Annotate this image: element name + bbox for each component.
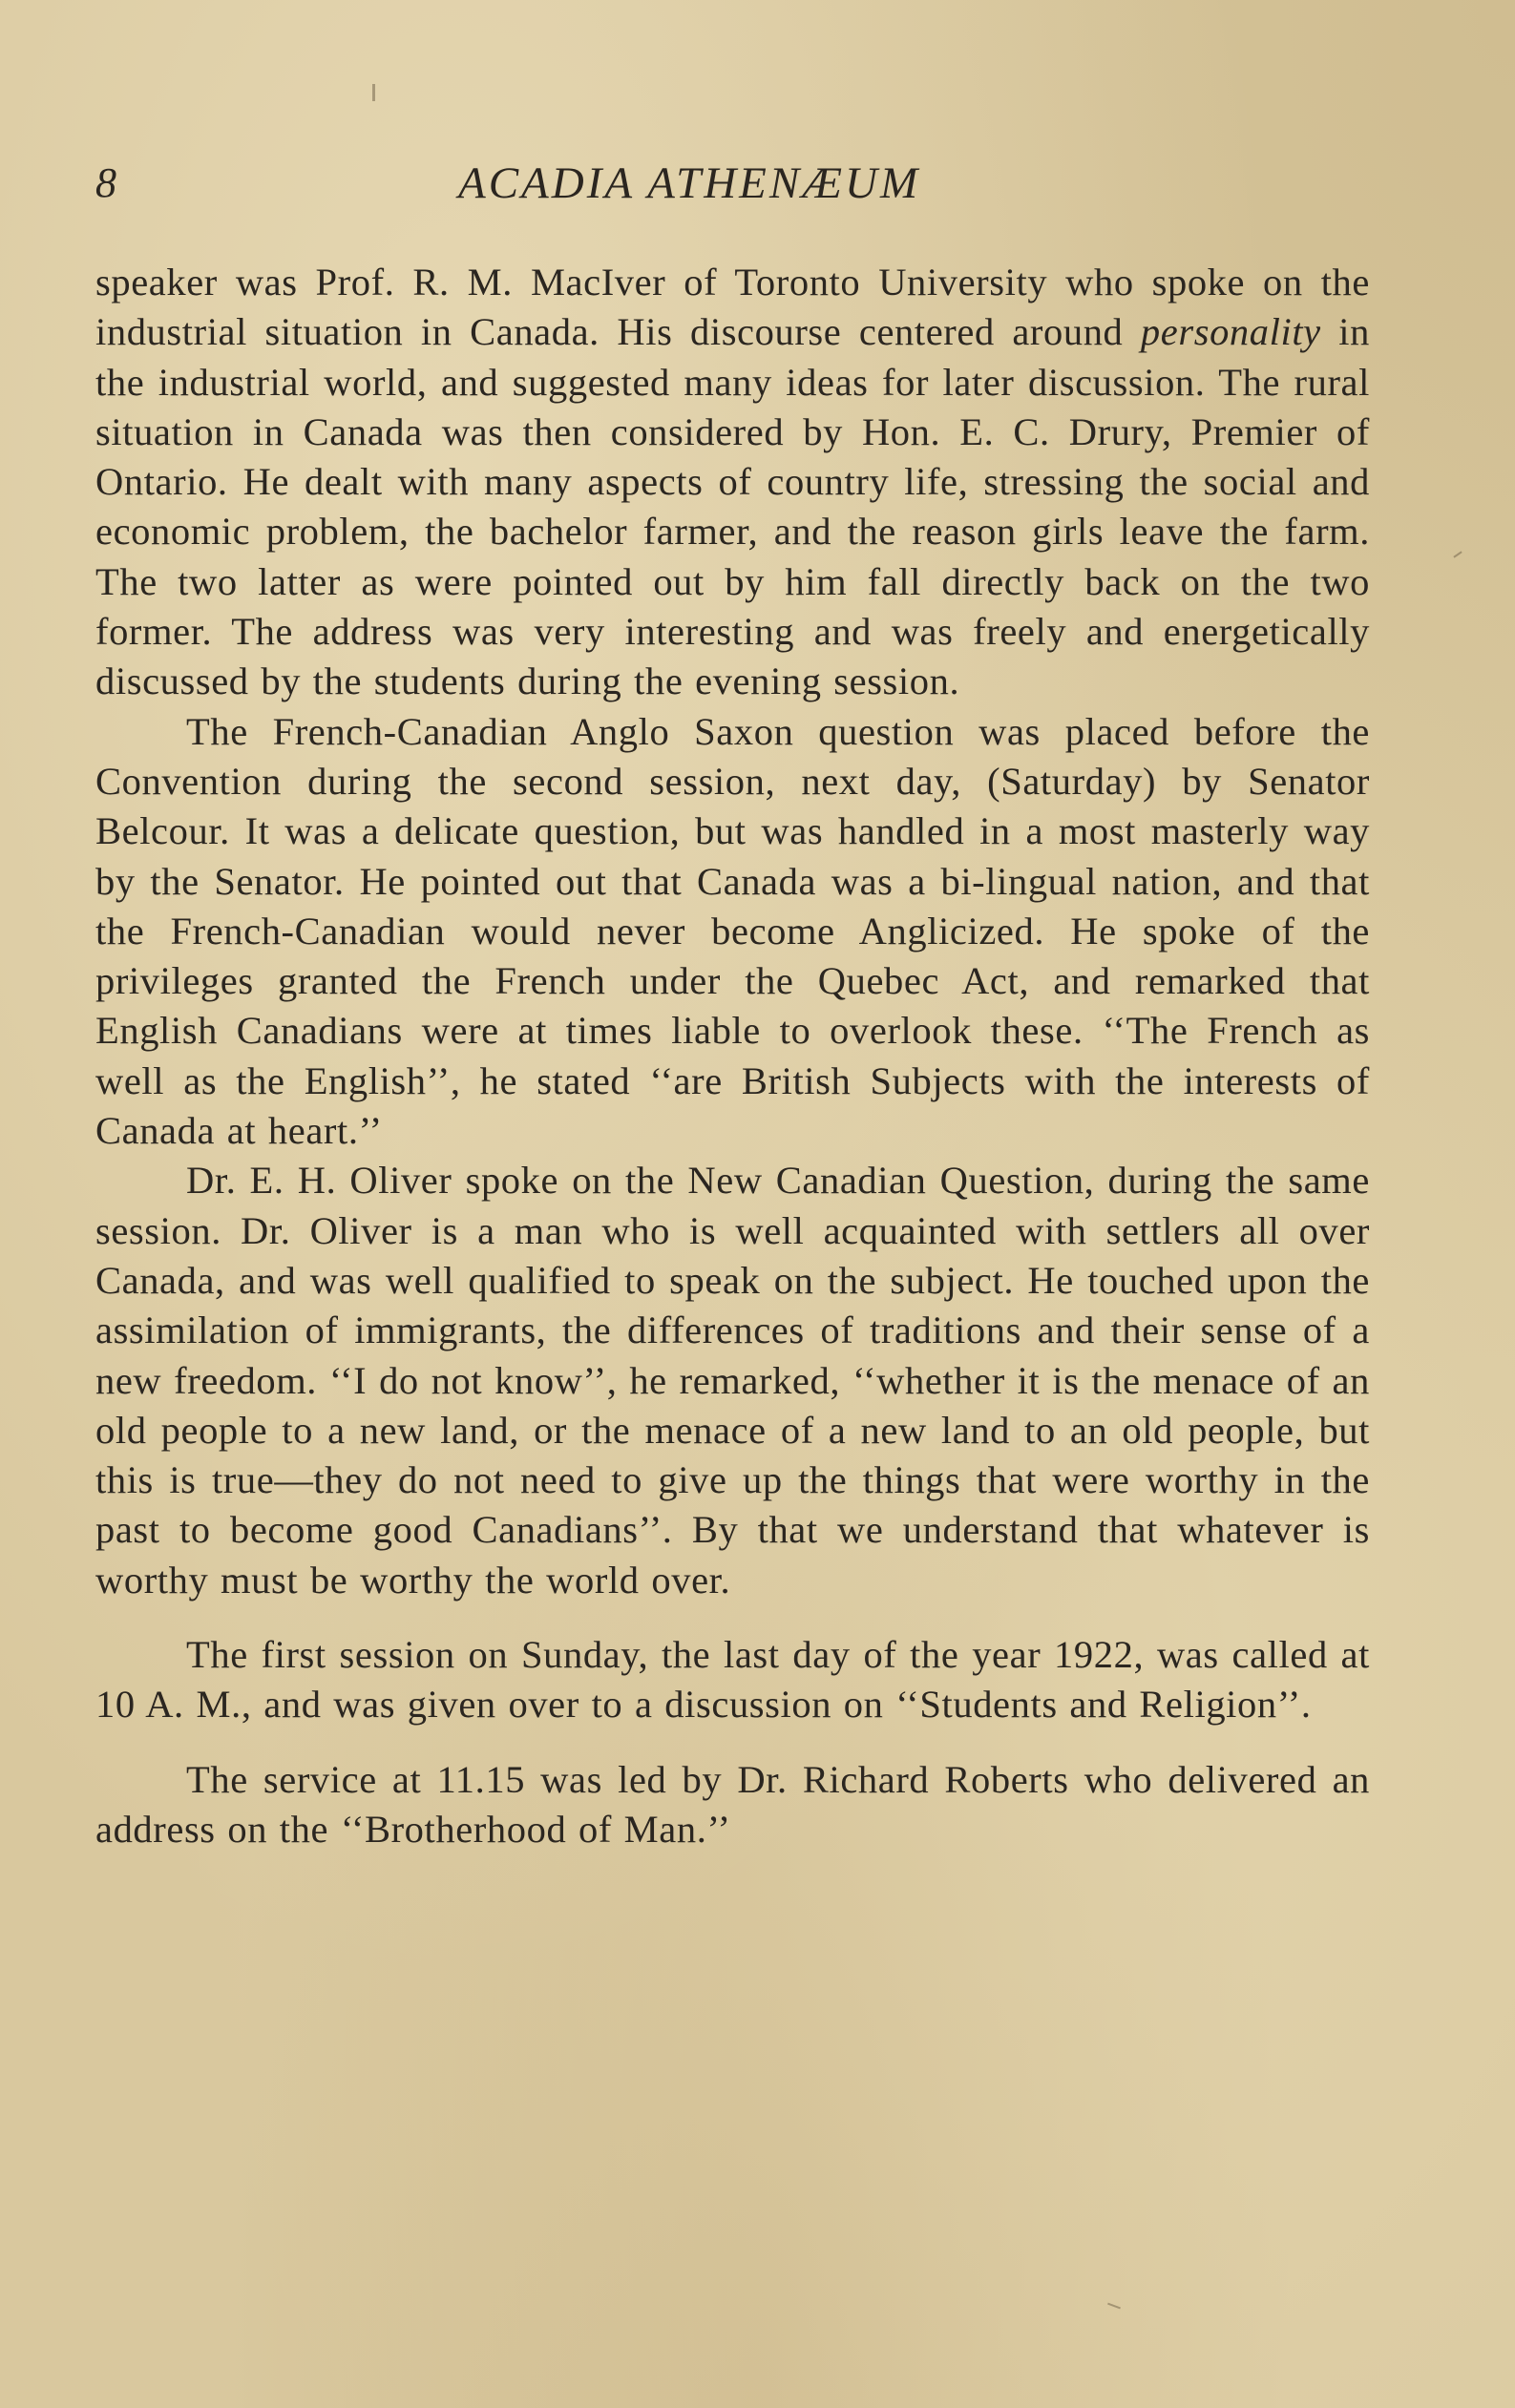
- paragraph: The first session on Sunday, the last day of the year 1922, was called at 10 A. M., and was given over to a discussion on ‘‘Students and Religion’’.: [95, 1633, 1370, 1727]
- article-body: [95, 258, 1370, 1854]
- scan-speck: [372, 84, 375, 101]
- paragraph: The French-Canadian Anglo Saxon question was placed before the Convention during the second session, next day, (Saturday) by Senator Belcour. It was a delicate question, but was handled in a most masterly way by the Senator. He pointed out that Canada was a bi-lingual nation, and that the French-Canadian would never become Anglicized. He spoke of the privileges granted the French under the Quebec Act, and remarked that English Canadians were at times liable to overlook these. ‘‘The French as well as the English’’, he stated ‘‘are British Subjects with the interests of Canada at heart.’’: [95, 709, 1370, 1153]
- paragraph-text: speaker was Prof. R. M. MacIver of Toronto University who spoke on the industrial situation in Canada. His discourse centered around: [95, 261, 1370, 354]
- journal-title: ACADIA ATHENÆUM: [458, 158, 921, 208]
- paragraph: The service at 11.15 was led by Dr. Richard Roberts who delivered an address on the ‘‘Brotherhood of Man.’’: [95, 1757, 1370, 1851]
- scan-speck: [1107, 2303, 1121, 2310]
- running-head: [95, 155, 1370, 212]
- page-number: 8: [95, 159, 116, 206]
- emphasized-word: personality: [1140, 310, 1321, 354]
- paragraph: Dr. E. H. Oliver spoke on the New Canadian Question, during the same session. Dr. Oliver is a man who is well acquainted with settlers all over Canada, and was well qualified to speak on the subject. He touched upon the assimilation of immigrants, the differences of traditions and their sense of a new freedom. ‘‘I do not know’’, he remarked, ‘‘whether it is the menace of an old people to a new land, or the menace of a new land to an old people, but this is true—they do not need to give up the things that were worthy in the past to become good Canadians’’. By that we understand that whatever is worthy must be worthy the world over.: [95, 1159, 1370, 1602]
- scan-speck: [1453, 551, 1462, 557]
- paragraph: [95, 258, 1370, 707]
- paragraph-text: in the industrial world, and suggested many ideas for later discussion. The rural situation in Canada was then considered by Hon. E. C. Drury, Premier of Ontario. He dealt with many aspects of country life, stressing the social and economic problem, the bachelor farmer, and the reason girls leave the farm. The two latter as were pointed out by him fall directly back on the two former. The address was very interesting and was freely and energetically discussed by the students during the evening session.: [95, 310, 1370, 703]
